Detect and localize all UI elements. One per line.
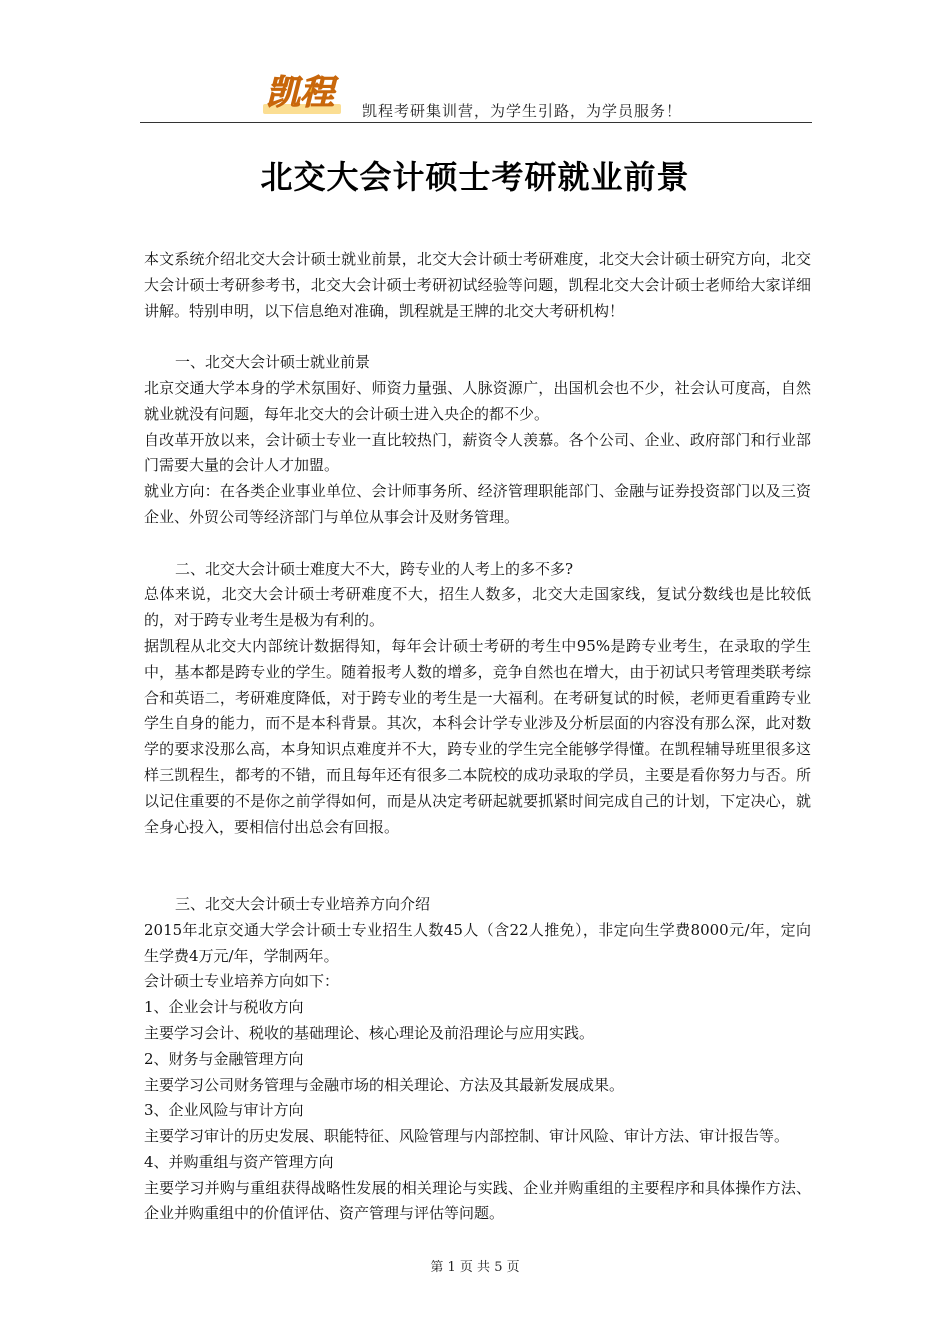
section-1-paragraph-2: 自改革开放以来，会计硕士专业一直比较热门，薪资令人羡慕。各个公司、企业、政府部门和行业部门需要大量的会计人才加盟。	[144, 430, 811, 475]
direction-2-desc: 主要学习公司财务管理与金融市场的相关理论、方法及其最新发展成果。	[144, 1075, 625, 1094]
direction-1-desc: 主要学习会计、税收的基础理论、核心理论及前沿理论与应用实践。	[144, 1023, 595, 1042]
direction-4-desc: 主要学习并购与重组获得战略性发展的相关理论与实践、企业并购重组的主要程序和具体操作方法、企业并购重组中的价值评估、资产管理与评估等问题。	[144, 1178, 811, 1223]
section-1-paragraph-3: 就业方向：在各类企业事业单位、会计师事务所、经济管理职能部门、金融与证券投资部门以及三资企业、外贸公司等经济部门与单位从事会计及财务管理。	[144, 482, 811, 526]
section-3-paragraph-2: 会计硕士专业培养方向如下：	[144, 972, 340, 991]
section-2-paragraph-1: 总体来说，北交大会计硕士考研难度不大，招生人数多，北交大走国家线，复试分数线也是比较低的，对于跨专业考生是极为有利的。	[144, 585, 811, 630]
header-slogan: 凯程考研集训营，为学生引路，为学员服务！	[362, 102, 683, 120]
article-body	[144, 247, 811, 1227]
intro-paragraph: 本文系统介绍北交大会计硕士就业前景，北交大会计硕士考研难度，北交大会计硕士研究方向，北交大会计硕士考研参考书，北交大会计硕士考研初试经验等问题，凯程北交大会计硕士老师给大家详细讲解。特别申明，以下信息绝对准确，凯程就是王牌的北交大考研机构！	[144, 250, 811, 320]
section-2-heading: 二、北交大会计硕士难度大不大，跨专业的人考上的多不多?	[175, 559, 574, 578]
page-number: 第 1 页 共 5 页	[430, 1260, 520, 1275]
section-1-paragraph-1: 北京交通大学本身的学术氛围好、师资力量强、人脉资源广，出国机会也不少，社会认可度高，自然就业就没有问题，每年北交大的会计硕士进入央企的都不少。	[144, 378, 811, 423]
section-3-paragraph-1: 2015年北京交通大学会计硕士专业招生人数45人（含22人推免），非定向生学费8000元/年，定向生学费4万元/年，学制两年。	[144, 920, 811, 965]
page-header	[140, 62, 812, 123]
direction-2-title: 2、财务与金融管理方向	[144, 1049, 304, 1068]
kaicheng-logo	[255, 62, 345, 120]
page-title: 北交大会计硕士考研就业前景	[260, 158, 690, 196]
logo-text: 凯程	[266, 73, 334, 113]
direction-1-title: 1、企业会计与税收方向	[144, 998, 304, 1017]
direction-4-title: 4、并购重组与资产管理方向	[144, 1152, 334, 1171]
direction-3-title: 3、企业风险与审计方向	[144, 1101, 304, 1120]
section-1-heading: 一、北交大会计硕士就业前景	[175, 353, 371, 372]
section-2-paragraph-2: 据凯程从北交大内部统计数据得知，每年会计硕士考研的考生中95%是跨专业考生，在录取的学生中，基本都是跨专业的学生。随着报考人数的增多，竞争自然也在增大，由于初试只考管理类联考综合和英语二，考研难度降低，对于跨专业的考生是一大福利。在考研复试的时候，老师更看重跨专业学生自身的能力，而不是本科背景。其次，本科会计学专业涉及分析层面的内容没有那么深，此对数学的要求没那么高，本身知识点难度并不大，跨专业的学生完全能够学得懂。在凯程辅导班里很多这样三凯程生，都考的不错，而且每年还有很多二本院校的成功录取的学员，主要是看你努力与否。所以记住重要的不是你之前学得如何，而是从决定考研起就要抓紧时间完成自己的计划，下定决心，就全身心投入，要相信付出总会有回报。	[144, 636, 811, 836]
section-3-heading: 三、北交大会计硕士专业培养方向介绍	[175, 894, 431, 913]
direction-3-desc: 主要学习审计的历史发展、职能特征、风险管理与内部控制、审计风险、审计方法、审计报告等。	[144, 1127, 790, 1146]
